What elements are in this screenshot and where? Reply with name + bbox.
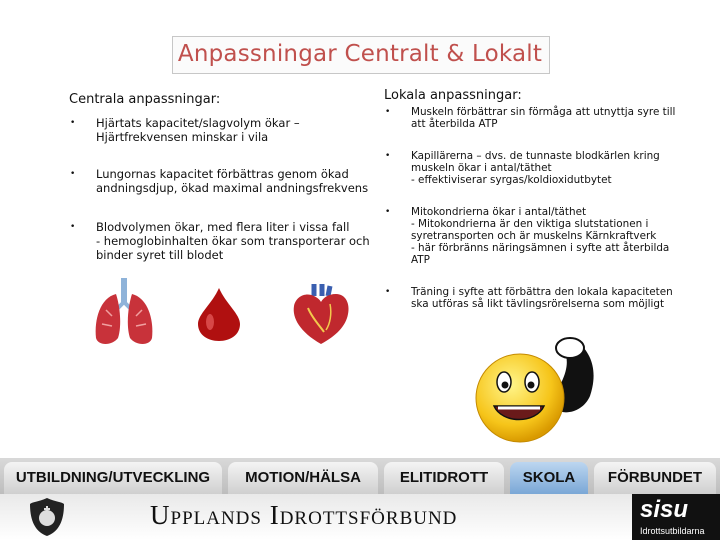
sisu-logo-text: sisu bbox=[640, 496, 689, 523]
bullet-dot: • bbox=[385, 107, 391, 117]
tab-skola[interactable]: SKOLA bbox=[510, 462, 588, 494]
local-bullet-4: • Träning i syfte att förbättra den lokala kapaciteten ska utföras så likt tävlingsrörelserna som möjligt bbox=[385, 286, 673, 310]
tab-utbildning[interactable]: UTBILDNING/UTVECKLING bbox=[4, 462, 222, 494]
central-bullet-2: • Lungornas kapacitet förbättras genom ökad andningsdjup, ökad maximal andningsfrekvens bbox=[70, 167, 369, 195]
sisu-logo-subtitle: Idrottsutbildarna bbox=[640, 526, 705, 536]
local-bullet-1: • Muskeln förbättrar sin förmåga att utnyttja syre till att återbilda ATP bbox=[385, 106, 676, 130]
bullet-dot: • bbox=[385, 207, 391, 217]
slide-title: Anpassningar Centralt & Lokalt bbox=[177, 41, 543, 67]
heart-icon bbox=[290, 282, 352, 346]
central-heading: Centrala anpassningar: bbox=[69, 92, 221, 107]
central-bullet-3: • Blodvolymen ökar, med flera liter i vissa fall - hemoglobinhalten ökar som transporterar och binder syret till blodet bbox=[70, 220, 370, 262]
flexing-smiley-icon bbox=[470, 336, 612, 446]
bullet-dot: • bbox=[70, 118, 76, 128]
org-name: Upplands Idrottsförbund bbox=[150, 500, 458, 530]
central-bullet-1: • Hjärtats kapacitet/slagvolym ökar – Hjärtfrekvensen minskar i vila bbox=[70, 116, 300, 144]
tab-motion-halsa[interactable]: MOTION/HÄLSA bbox=[228, 462, 378, 494]
local-bullet-3: • Mitokondrierna ökar i antal/täthet - Mitokondrierna är den viktiga slutstationen i syretransporten och är muskelns Kärnkraftverk - här förbränns näringsämnen i syfte att återbilda ATP bbox=[385, 206, 670, 266]
lungs-icon bbox=[92, 276, 156, 348]
crest-icon bbox=[28, 496, 66, 538]
local-bullet-2: • Kapillärerna – dvs. de tunnaste blodkärlen kring muskeln ökar i antal/täthet - effektiviserar syrgas/koldioxidutbytet bbox=[385, 150, 660, 186]
bullet-dot: • bbox=[70, 222, 76, 232]
tab-forbundet[interactable]: FÖRBUNDET bbox=[594, 462, 716, 494]
bullet-dot: • bbox=[385, 151, 391, 161]
blood-drop-icon bbox=[196, 286, 242, 342]
local-heading: Lokala anpassningar: bbox=[384, 88, 522, 103]
tab-elitidrott[interactable]: ELITIDROTT bbox=[384, 462, 504, 494]
bullet-dot: • bbox=[70, 169, 76, 179]
bullet-dot: • bbox=[385, 287, 391, 297]
